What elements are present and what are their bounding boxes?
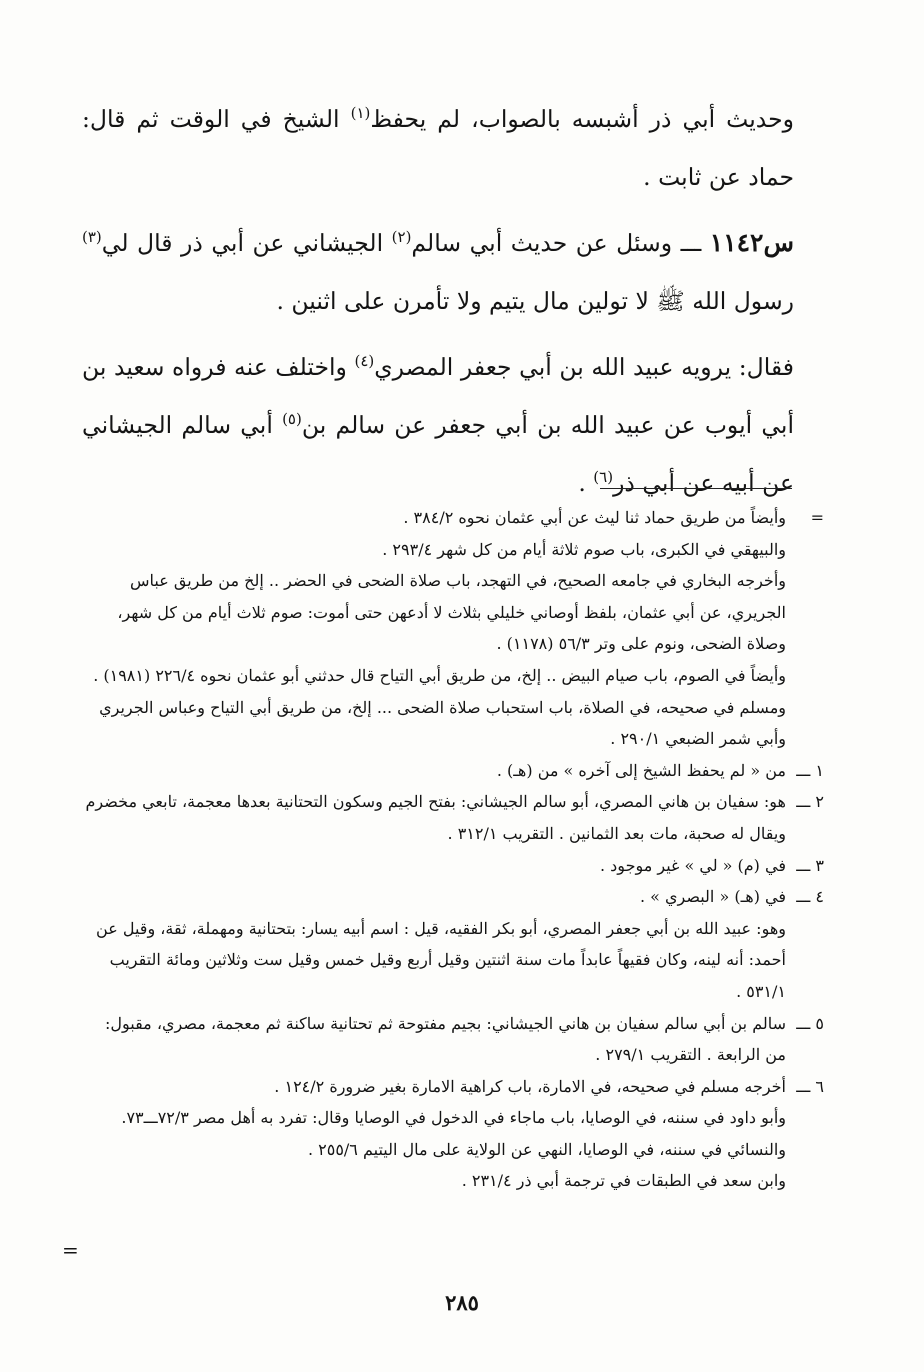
footnote-text: سالم بن أبي سالم سفيان بن هاني الجيشاني: بجيم مفتوحة ثم تحتانية ساكنة ثم معجمة، مصري، مقبول: من الرابعة . التقريب ٢٧٩/١ . [104, 1013, 786, 1065]
footnote-item [82, 1165, 824, 1197]
text-run: أبي سالم الجيشاني عن أبيه عن أبي ذر [82, 411, 794, 497]
footnote-mark: ٦ ـــ [796, 1076, 824, 1096]
footnote-ref-5: (٥) [282, 410, 302, 429]
question-paragraph [82, 214, 794, 330]
footnote-text: وابن سعد في الطبقات في ترجمة أبي ذر ٢٣١/٤ . [461, 1171, 786, 1191]
footnote-mark: = [810, 508, 824, 527]
footnote-text: في (هـ) « البصري » . [639, 887, 786, 907]
footnote-item [82, 786, 824, 849]
question-number: س١١٤٢ [709, 228, 794, 257]
footnote-item [82, 850, 824, 882]
footnote-item [82, 913, 824, 1008]
footnote-item [82, 660, 824, 692]
page-number: ٢٨٥ [445, 1290, 479, 1315]
footnote-item [82, 692, 824, 755]
text-run: الشيخ في الوقت ثم قال: حماد عن ثابت . [82, 105, 794, 191]
paragraph-1 [82, 90, 794, 206]
footnote-text: وهو: عبيد الله بن أبي جعفر المصري، أبو بكر الفقيه، قيل : اسم أبيه يسار: بتحتانية ومهملة، ثقة، وقيل عن أحمد: أنه لينه، وكان فقيهاً عابداً مات سنة اثنتين وقيل أربع وقيل خمس وقيل ست وثلاثين ومائة التقريب ٥٣١/١ . [96, 918, 786, 1001]
text-run: . [578, 469, 594, 497]
footnote-mark: ٢ ـــ [796, 792, 824, 812]
footnote-text: من « لم يحفظ الشيخ إلى آخره » من (هـ) . [496, 760, 786, 780]
footnote-mark: ٤ ـــ [796, 887, 824, 907]
footnote-text: وأبو داود في سننه، في الوصايا، باب ماجاء في الدخول في الوصايا وقال: تفرد به أهل مصر ٧٢/٣ـــ٧٣. [121, 1108, 786, 1128]
footnote-text: هو: سفيان بن هاني المصري، أبو سالم الجيشاني: بفتح الجيم وسكون التحتانية بعدها معجمة، تابعي مخضرم ويقال له صحبة، مات بعد الثمانين . التقريب ٣١٢/١ . [85, 792, 786, 843]
answer-paragraph [82, 338, 794, 512]
text-run: واختلف عنه فرواه سعيد بن أبي أيوب عن عبيد الله بن أبي جعفر عن سالم بن [82, 353, 794, 439]
footnote-item [82, 1134, 824, 1166]
footnote-item [82, 1102, 824, 1134]
footnote-ref-4: (٤) [354, 352, 375, 371]
footnotes [82, 502, 824, 1197]
text-run: وحديث أبي ذر أشبسه بالصواب، لم يحفظ [370, 105, 795, 133]
footnote-text: والبيهقي في الكبرى، باب صوم ثلاثة أيام من كل شهر ٢٩٣/٤ . [382, 539, 786, 559]
footnote-mark: ٥ ـــ [796, 1013, 824, 1033]
footnote-ref-6: (٦) [593, 468, 614, 487]
footnote-mark: ٣ ـــ [796, 855, 824, 875]
footnote-text: في (م) « لي » غير موجود . [600, 855, 786, 875]
footnote-mark: ١ ـــ [796, 760, 824, 780]
text-run: رسول الله ﷺ لا تولين مال يتيم ولا تأمرن على اثنين . [276, 287, 794, 315]
text-run: ـــ وسئل عن حديث أبي سالم [411, 229, 710, 257]
footnote-text: وأيضاً في الصوم، باب صيام البيض .. إلخ، من طريق أبي التياح قال حدثني أبو عثمان نحوه ٢٢٦/٤ (١٩٨١) . [93, 665, 786, 685]
footnote-text: أخرجه مسلم في صحيحه، في الامارة، باب كراهية الامارة بغير ضرورة ١٢٤/٢ . [274, 1076, 786, 1096]
text-run: فقال: يرويه عبيد الله بن أبي جعفر المصري [374, 353, 795, 381]
footnote-item [82, 502, 824, 534]
footnote-text: والنسائي في سننه، في الوصايا، النهي عن الولاية على مال اليتيم ٢٥٥/٦ . [307, 1139, 786, 1159]
footnote-ref-3: (٣) [82, 228, 102, 247]
footnote-text: وأيضاً من طريق حماد ثنا ليث عن أبي عثمان نحوه ٣٨٤/٢ . [403, 508, 786, 527]
footnote-ref-2: (٢) [391, 228, 412, 247]
footnote-item [82, 534, 824, 566]
footnote-text: وأخرجه البخاري في جامعه الصحيح، في التهجد، باب صلاة الضحى في الحضر .. إلخ من طريق عباس الجريري، عن أبي عثمان، بلفظ أوصاني خليلي بثلاث لا أدعهن حتى أموت: صوم ثلاث أيام من كل شهر، وصلاة الضحى، ونوم على وتر ٥٦/٣ (١١٧٨) . [117, 571, 786, 654]
footnote-item [82, 755, 824, 787]
continued-mark: = [62, 1238, 79, 1262]
footnote-text: ومسلم في صحيحه، في الصلاة، باب استحباب صلاة الضحى ... إلخ، من طريق أبي التياح وعباس الجريري وأبي شمر الضبعي ٢٩٠/١ . [99, 697, 786, 749]
main-text [82, 90, 794, 520]
footnote-item [82, 1008, 824, 1071]
footnote-item [82, 1071, 824, 1103]
footnote-item [82, 565, 824, 660]
footnote-separator [600, 488, 792, 489]
footnote-item [82, 881, 824, 913]
footnote-ref-1: (١) [350, 104, 371, 123]
text-run: الجيشاني عن أبي ذر قال لي [101, 229, 392, 257]
